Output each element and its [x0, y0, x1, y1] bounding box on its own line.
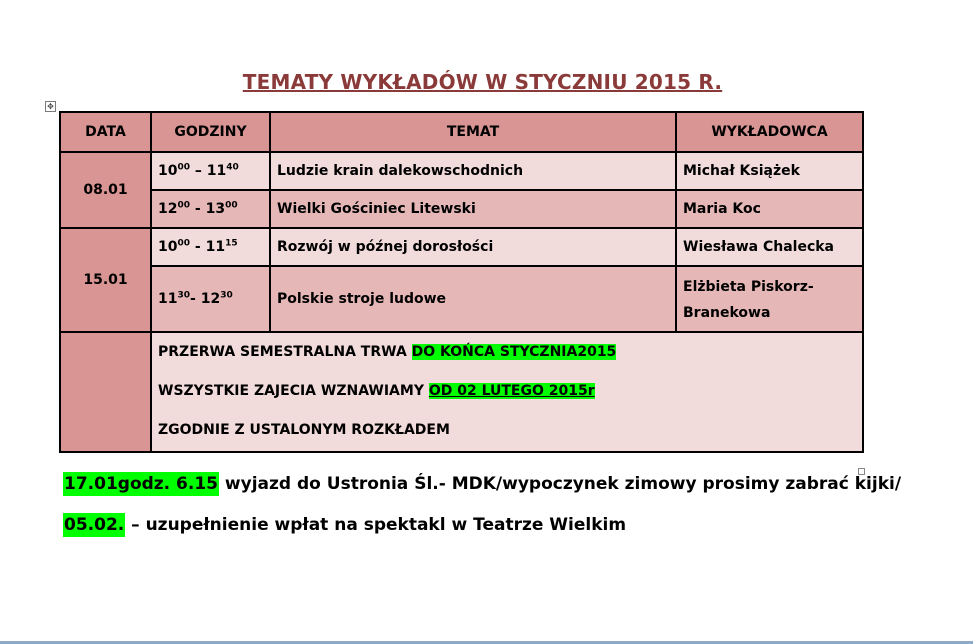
hours-cell: $10^{00} - 11^{15}$ — [151, 228, 270, 266]
lecturer-cell: Wiesława Chalecka — [676, 228, 863, 266]
topic-cell: Ludzie krain dalekowschodnich — [270, 152, 676, 190]
hours-cell: $12^{00} - 13^{00}$ — [151, 190, 270, 228]
date-cell: 08.01 — [60, 152, 151, 228]
notice-line-1: PRZERWA SEMESTRALNA TRWA DO KOŃCA STYCZNIA2015 — [158, 344, 617, 360]
table-row — [60, 266, 863, 332]
schedule-table — [59, 111, 864, 453]
header-topic: TEMAT — [270, 112, 676, 152]
hours-cell: $10^{00} - 11^{40}$ — [151, 152, 270, 190]
table-row — [60, 190, 863, 228]
lecturer-cell: Maria Koc — [676, 190, 863, 228]
header-hours: GODZINY — [151, 112, 270, 152]
page-title: TEMATY WYKŁADÓW W STYCZNIU 2015 R. — [242, 70, 723, 94]
notice-date-cell — [60, 332, 151, 452]
notice-line-2: WSZYSTKIE ZAJECIA WZNAWIAMY OD 02 LUTEGO 2015r — [158, 383, 595, 399]
footer-line-1: 17.01godz. 6.15 wyjazd do Ustronia Śl.- MDK/wypoczynek zimowy prosimy zabrać kijki/ — [64, 474, 902, 494]
lecturer-cell: Michał Książek — [676, 152, 863, 190]
table-row — [60, 228, 863, 266]
hours-cell: $11^{30}-$ $12^{30}$ — [151, 266, 270, 332]
notice-line-3: ZGODNIE Z USTALONYM ROZKŁADEM — [158, 422, 450, 438]
topic-cell: Wielki Gościniec Litewski — [270, 190, 676, 228]
notice-row — [60, 332, 863, 452]
lecturer-cell: Elżbieta Piskorz- Branekowa — [676, 266, 863, 332]
header-lecturer: WYKŁADOWCA — [676, 112, 863, 152]
footer-line-2: 05.02. – uzupełnienie wpłat na spektakl w Teatrze Wielkim — [64, 515, 627, 535]
topic-cell: Polskie stroje ludowe — [270, 266, 676, 332]
header-date: DATA — [60, 112, 151, 152]
topic-cell: Rozwój w późnej dorosłości — [270, 228, 676, 266]
notice-cell — [151, 332, 863, 452]
table-move-handle-icon[interactable]: ✥ — [45, 101, 56, 112]
table-row — [60, 152, 863, 190]
date-cell: 15.01 — [60, 228, 151, 332]
table-header-row — [60, 112, 863, 152]
